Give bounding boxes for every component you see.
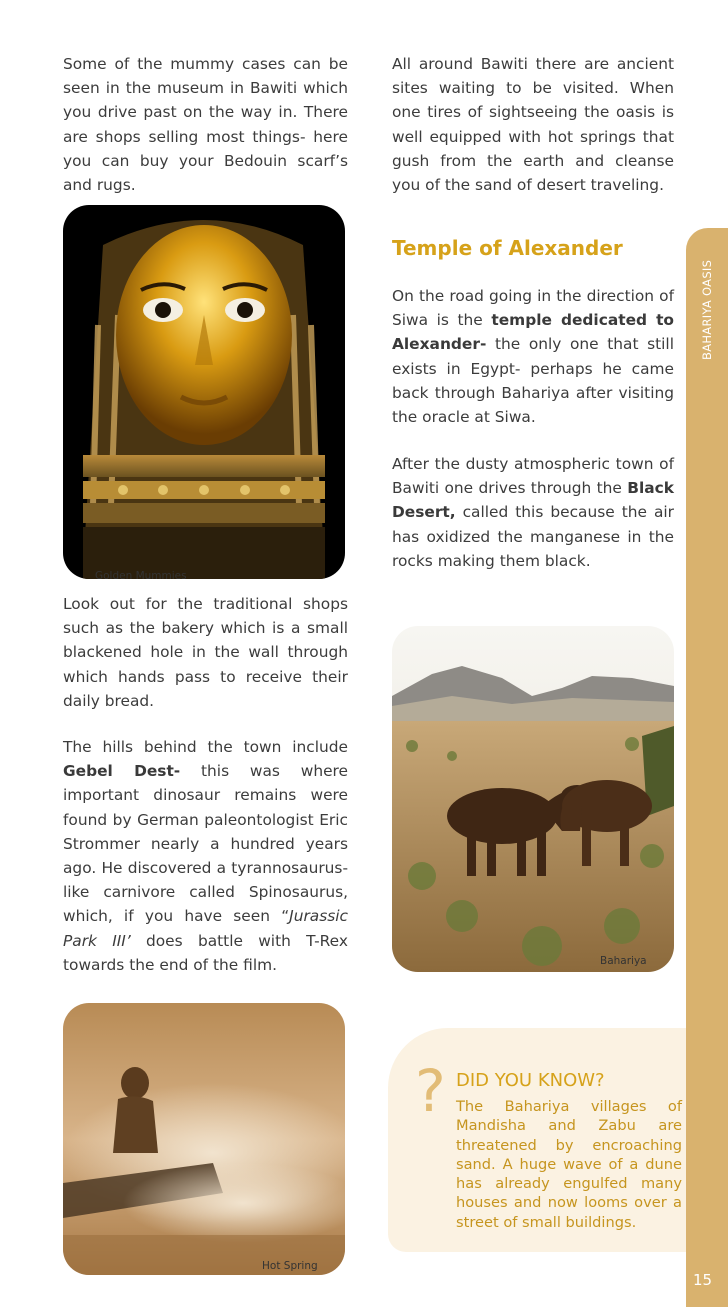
hot-spring-caption: Hot Spring (262, 1260, 318, 1272)
left-paragraph-3-text-b: this was where important dinosaur remains were found by German paleontologist Eric Strommer nearly a hundred years ago. He discovered a tyrannosaurus-like carnivore called Spinosaurus, which, if you have seen “ (63, 762, 348, 926)
right-paragraph-2 (392, 284, 674, 429)
black-desert-bold: Black Desert, (392, 479, 674, 522)
left-paragraph-3-text-a: The hills behind the town include (63, 738, 348, 756)
left-paragraph-1: Some of the mummy cases can be seen in the museum in Bawiti which you drive past on the way in. There are shops selling most things- here you can buy your Bedouin scarf’s and rugs. (63, 55, 348, 195)
golden-mummies-caption: Golden Mummies (95, 570, 187, 582)
left-paragraph-2: Look out for the traditional shops such as the bakery which is a small blackened hole in the wall through which hands pass to receive their daily bread. (63, 595, 348, 710)
question-mark-icon: ? (415, 1057, 446, 1125)
temple-of-alexander-heading: Temple of Alexander (392, 236, 623, 260)
temple-dedicated-bold: temple dedicated to Alexander- (392, 311, 675, 354)
jurassic-park-italic: Jurassic Park III’ (63, 907, 348, 950)
did-you-know-body: The Bahariya villages of Mandisha and Zabu are threatened by encroaching sand. A huge wave of a dune has already engulfed many houses and now looms over a street of small buildings. (456, 1098, 682, 1231)
section-side-label: BAHARIYA OASIS (700, 259, 714, 360)
bahariya-caption: Bahariya (600, 955, 647, 967)
right-paragraph-3-text-b: called this because the air has oxidized the manganese in the rocks making them black. (392, 503, 674, 570)
hot-spring-photo (63, 1003, 345, 1275)
right-paragraph-3-text-a: After the dusty atmospheric town of Bawiti one drives through the (392, 455, 674, 498)
golden-mummy-photo (63, 205, 345, 579)
left-paragraph-3 (63, 735, 348, 977)
right-paragraph-3 (392, 452, 674, 573)
right-paragraph-2-text-a: On the road going in the direction of Siwa is the (392, 287, 674, 330)
gebel-dest-bold: Gebel Dest- (63, 762, 181, 781)
bahariya-camels-photo (392, 626, 674, 972)
right-paragraph-2-text-b: the only one that still exists in Egypt- perhaps he came back through Bahariya after visiting the oracle at Siwa. (392, 335, 674, 427)
did-you-know-title: DID YOU KNOW? (456, 1070, 605, 1091)
left-paragraph-3-text-c: does battle with T-Rex towards the end of the film. (63, 931, 348, 974)
page-number: 15 (693, 1271, 713, 1289)
right-paragraph-1: All around Bawiti there are ancient sites waiting to be visited. When one tires of sightseeing the oasis is well equipped with hot springs that gush from the earth and cleanse you of the sand of desert traveling. (392, 55, 674, 195)
section-side-tab (686, 228, 728, 1307)
